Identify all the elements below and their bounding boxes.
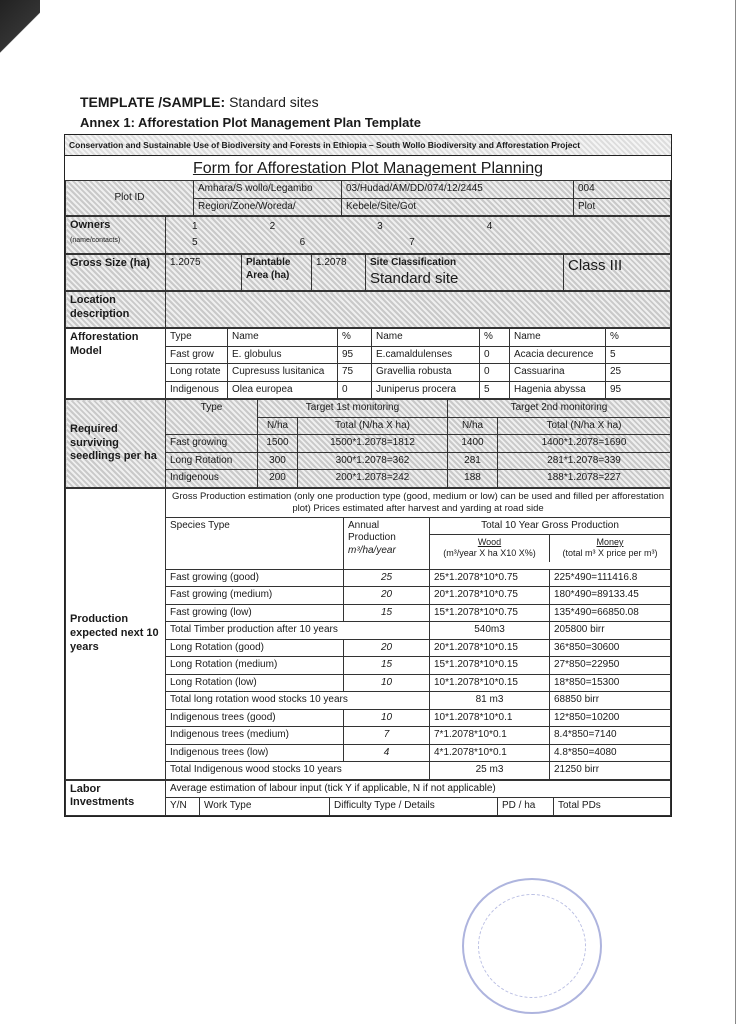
kebele-label: Kebele/Site/Got	[342, 198, 574, 216]
total-timber-wood: 540m3	[430, 622, 550, 640]
model-cell: Long rotate	[166, 364, 228, 382]
model-cell: 95	[606, 381, 671, 399]
model-cell: 5	[606, 346, 671, 364]
model-header: Name	[372, 329, 480, 347]
production-label: Production expected next 10 years	[66, 488, 166, 779]
annual-production-header: Annual Production m³/ha/year	[344, 517, 430, 569]
location-value	[166, 292, 671, 328]
prod-cell: 12*850=10200	[550, 709, 671, 727]
prod-cell: Indigenous trees (good)	[166, 709, 344, 727]
model-cell: 5	[480, 381, 510, 399]
model-cell: 0	[338, 381, 372, 399]
model-header: %	[338, 329, 372, 347]
model-cell: E. globulus	[228, 346, 338, 364]
seedling-cell: 1500*1.2078=1812	[298, 435, 448, 453]
seedling-cell: 188*1.2078=227	[498, 470, 671, 488]
model-cell: Acacia decurence	[510, 346, 606, 364]
model-cell: Juniperus procera	[372, 381, 480, 399]
model-cell: Gravellia robusta	[372, 364, 480, 382]
total-long-rotation-label: Total long rotation wood stocks 10 years	[166, 692, 430, 710]
prod-cell: 4*1.2078*10*0.1	[430, 744, 550, 762]
plot-location: Amhara/S wollo/Legambo	[194, 181, 342, 199]
form-title: Form for Afforestation Plot Management Planning	[192, 160, 544, 177]
prod-cell: 20	[344, 587, 430, 605]
total-header: Total (N/ha X ha)	[498, 417, 671, 435]
model-header: %	[480, 329, 510, 347]
total-timber-money: 205800 birr	[550, 622, 671, 640]
template-heading: TEMPLATE /SAMPLE: Standard sites	[80, 94, 319, 110]
labor-note: Average estimation of labour input (tick Y if applicable, N if not applicable)	[166, 780, 671, 798]
prod-cell: Long Rotation (medium)	[166, 657, 344, 675]
gross-size-value: 1.2075	[166, 255, 242, 291]
model-cell: Hagenia abyssa	[510, 381, 606, 399]
labor-col: Total PDs	[554, 798, 671, 816]
site-classification: Site Classification Standard site	[366, 255, 564, 291]
total-indigenous-wood: 25 m3	[430, 762, 550, 780]
prod-cell: 7	[344, 727, 430, 745]
prod-cell: 10	[344, 674, 430, 692]
official-stamp	[462, 878, 602, 1014]
seedling-cell: 1400	[448, 435, 498, 453]
labor-col: Y/N	[166, 798, 200, 816]
model-cell: 95	[338, 346, 372, 364]
seedling-cell: 281	[448, 452, 498, 470]
prod-cell: 180*490=89133.45	[550, 587, 671, 605]
prod-cell: Long Rotation (low)	[166, 674, 344, 692]
model-header: %	[606, 329, 671, 347]
plantable-value: 1.2078	[312, 255, 366, 291]
model-cell: Cupresuss lusitanica	[228, 364, 338, 382]
region-label: Region/Zone/Woreda/	[194, 198, 342, 216]
model-cell: E.camaldulenses	[372, 346, 480, 364]
prod-cell: 27*850=22950	[550, 657, 671, 675]
owners-label: Owners (name/contacts)	[66, 217, 166, 254]
seedling-cell: 1500	[258, 435, 298, 453]
prod-cell: 225*490=111416.8	[550, 569, 671, 587]
model-cell: 0	[480, 364, 510, 382]
prod-cell: Long Rotation (good)	[166, 639, 344, 657]
prod-cell: 36*850=30600	[550, 639, 671, 657]
labor-table	[65, 780, 671, 816]
seedling-cell: 1400*1.2078=1690	[498, 435, 671, 453]
prod-cell: 25	[344, 569, 430, 587]
prod-cell: 20*1.2078*10*0.75	[430, 587, 550, 605]
plot-table	[65, 180, 671, 216]
prod-cell: Fast growing (good)	[166, 569, 344, 587]
prod-cell: 135*490=66850.08	[550, 604, 671, 622]
gross-size-label: Gross Size (ha)	[66, 255, 166, 291]
prod-cell: 10*1.2078*10*0.15	[430, 674, 550, 692]
project-banner: Conservation and Sustainable Use of Biodiversity and Forests in Ethiopia – South Wollo Biodiversity and Afforestation Project	[65, 135, 671, 156]
plot-number: 004	[574, 181, 671, 199]
n-ha-header: N/ha	[258, 417, 298, 435]
production-table	[65, 488, 671, 780]
labor-col: PD / ha	[498, 798, 554, 816]
labor-label: Labor Investments	[66, 780, 166, 815]
model-cell: Indigenous	[166, 381, 228, 399]
seedling-cell: 200	[258, 470, 298, 488]
prod-cell: 15*1.2078*10*0.15	[430, 657, 550, 675]
form-document	[64, 134, 672, 817]
plot-label: Plot	[574, 198, 671, 216]
owners-list: 1 2 3 4 5 6 7	[166, 217, 671, 254]
plantable-label: Plantable Area (ha)	[242, 255, 312, 291]
scan-corner-shadow	[0, 0, 40, 90]
prod-cell: 20*1.2078*10*0.15	[430, 639, 550, 657]
model-cell: 25	[606, 364, 671, 382]
labor-col: Work Type	[200, 798, 330, 816]
total-header: Total (N/ha X ha)	[298, 417, 448, 435]
prod-cell: 8.4*850=7140	[550, 727, 671, 745]
seedling-cell: 188	[448, 470, 498, 488]
prod-cell: 25*1.2078*10*0.75	[430, 569, 550, 587]
gross-table	[65, 254, 671, 291]
total-production-header: Total 10 Year Gross Production Wood (m³/year X ha X10 X%) Money (total m³ X price per m³)	[430, 517, 671, 569]
seedling-cell: 300*1.2078=362	[298, 452, 448, 470]
location-table	[65, 291, 671, 328]
prod-cell: 10	[344, 709, 430, 727]
model-label: Afforestation Model	[66, 329, 166, 399]
prod-cell: Indigenous trees (low)	[166, 744, 344, 762]
prod-cell: Fast growing (low)	[166, 604, 344, 622]
prod-cell: Fast growing (medium)	[166, 587, 344, 605]
target2-header: Target 2nd monitoring	[448, 400, 671, 418]
prod-cell: 10*1.2078*10*0.1	[430, 709, 550, 727]
prod-cell: 4.8*850=4080	[550, 744, 671, 762]
plot-code: 03/Hudad/AM/DD/074/12/2445	[342, 181, 574, 199]
total-indigenous-label: Total Indigenous wood stocks 10 years	[166, 762, 430, 780]
scan-edge	[735, 0, 736, 1024]
model-cell: 75	[338, 364, 372, 382]
owners-table	[65, 216, 671, 254]
seedling-cell: 200*1.2078=242	[298, 470, 448, 488]
prod-cell: 18*850=15300	[550, 674, 671, 692]
seedling-cell: Indigenous	[166, 470, 258, 488]
seedlings-label: Required surviving seedlings per ha	[66, 400, 166, 488]
prod-cell: 7*1.2078*10*0.1	[430, 727, 550, 745]
species-type-header: Species Type	[166, 517, 344, 569]
model-cell: 0	[480, 346, 510, 364]
location-label: Location description	[66, 292, 166, 328]
prod-cell: 15	[344, 604, 430, 622]
model-cell: Cassuarina	[510, 364, 606, 382]
seedling-cell: Fast growing	[166, 435, 258, 453]
seedlings-table	[65, 399, 671, 488]
seedling-cell: Long Rotation	[166, 452, 258, 470]
labor-col: Difficulty Type / Details	[330, 798, 498, 816]
model-header: Name	[228, 329, 338, 347]
prod-cell: 4	[344, 744, 430, 762]
model-cell: Fast grow	[166, 346, 228, 364]
production-note: Gross Production estimation (only one production type (good, medium or low) can be used and filled per afforestation plot) Prices estimated after harvest and yarding at road side	[166, 488, 671, 517]
class-value: Class III	[564, 255, 671, 291]
n-ha-header: N/ha	[448, 417, 498, 435]
model-table	[65, 328, 671, 399]
total-long-rotation-money: 68850 birr	[550, 692, 671, 710]
prod-cell: Indigenous trees (medium)	[166, 727, 344, 745]
total-indigenous-money: 21250 birr	[550, 762, 671, 780]
model-header: Name	[510, 329, 606, 347]
plot-id-label: Plot ID	[66, 181, 194, 216]
seedlings-type-header: Type	[166, 400, 258, 435]
prod-cell: 15*1.2078*10*0.75	[430, 604, 550, 622]
model-cell: Olea europea	[228, 381, 338, 399]
prod-cell: 20	[344, 639, 430, 657]
annex-heading: Annex 1: Afforestation Plot Management Plan Template	[80, 115, 421, 130]
model-header: Type	[166, 329, 228, 347]
seedling-cell: 300	[258, 452, 298, 470]
total-timber-label: Total Timber production after 10 years	[166, 622, 430, 640]
total-long-rotation-wood: 81 m3	[430, 692, 550, 710]
target1-header: Target 1st monitoring	[258, 400, 448, 418]
prod-cell: 15	[344, 657, 430, 675]
seedling-cell: 281*1.2078=339	[498, 452, 671, 470]
